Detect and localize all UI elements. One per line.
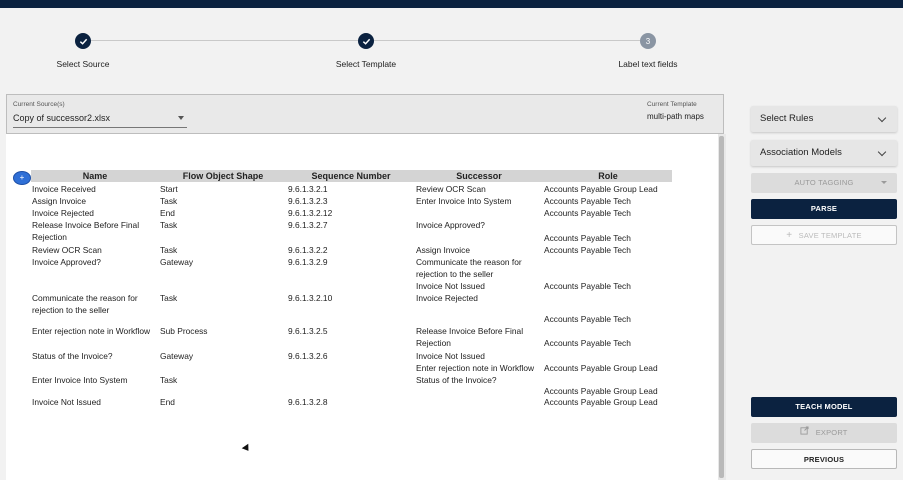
cell-shape: Task [160, 293, 178, 303]
cell-seq: 9.6.1.3.2.5 [288, 326, 328, 336]
step-2-label: Select Template [335, 59, 397, 69]
association-models-label: Association Models [760, 147, 842, 158]
cell-role: Accounts Payable Tech [544, 338, 631, 348]
cell-role: Accounts Payable Tech [544, 196, 631, 206]
source-select-value: Copy of successor2.xlsx [13, 113, 111, 123]
cell-role: Accounts Payable Group Lead [544, 184, 658, 194]
cell-shape: Gateway [160, 351, 194, 361]
cell-shape: End [160, 397, 175, 407]
cell-shape: Start [160, 184, 178, 194]
cell-name: Status of the Invoice? [32, 351, 113, 361]
cell-shape: End [160, 208, 175, 218]
column-header-role: Role [598, 171, 618, 181]
top-app-bar [0, 0, 903, 8]
source-select[interactable] [13, 111, 187, 128]
add-row-button[interactable] [13, 171, 31, 185]
cell-role: Accounts Payable Tech [544, 314, 631, 324]
plus-icon: + [786, 230, 793, 241]
cell-successor: Release Invoice Before Final Rejection [416, 326, 524, 349]
cell-successor: Status of the Invoice? [416, 375, 497, 385]
vertical-scrollbar[interactable] [718, 134, 726, 480]
cell-name: Invoice Rejected [32, 208, 94, 218]
step-connector-1 [91, 40, 358, 41]
chevron-down-icon [878, 148, 886, 156]
export-icon [800, 423, 809, 443]
parse-button[interactable] [751, 199, 897, 219]
cell-name: Invoice Not Issued [32, 397, 101, 407]
cell-name: Invoice Received [32, 184, 96, 194]
cell-successor: Assign Invoice [416, 245, 470, 255]
cell-role: Accounts Payable Tech [544, 208, 631, 218]
cell-name: Communicate the reason for rejection to the seller [32, 293, 138, 316]
cell-role: Accounts Payable Group Lead [544, 386, 658, 396]
cell-seq: 9.6.1.3.2.6 [288, 351, 328, 361]
cell-seq: 9.6.1.3.2.2 [288, 245, 328, 255]
table-header [31, 170, 672, 182]
current-source-caption: Current Source(s) [13, 101, 65, 108]
cell-role: Accounts Payable Tech [544, 245, 631, 255]
previous-button[interactable] [751, 449, 897, 469]
step-1-check-icon [75, 33, 91, 49]
auto-tagging-label: AUTO TAGGING [794, 178, 854, 187]
progress-stepper [0, 8, 903, 88]
teach-model-button[interactable] [751, 397, 897, 417]
cell-shape: Gateway [160, 257, 194, 267]
step-2-check-icon [358, 33, 374, 49]
cell-seq: 9.6.1.3.2.12 [288, 208, 333, 218]
cell-shape: Task [160, 245, 178, 255]
previous-label: PREVIOUS [803, 455, 845, 464]
cell-name: Release Invoice Before Final Rejection [32, 220, 140, 243]
step-3-label: Label text fields [618, 59, 678, 69]
cell-seq: 9.6.1.3.2.9 [288, 257, 328, 267]
cell-role: Accounts Payable Tech [544, 233, 631, 243]
cell-seq: 9.6.1.3.2.3 [288, 196, 328, 206]
auto-tagging-button[interactable] [751, 173, 897, 193]
step-3-number: 3 [640, 33, 656, 49]
cell-role: Accounts Payable Tech [544, 281, 631, 291]
dropdown-arrow-icon [178, 116, 184, 120]
cell-successor: Invoice Rejected [416, 293, 478, 303]
cell-role: Accounts Payable Group Lead [544, 363, 658, 373]
cell-seq: 9.6.1.3.2.10 [288, 293, 333, 303]
cell-successor: Invoice Approved? [416, 220, 485, 230]
source-bar [6, 94, 724, 134]
save-template-button[interactable] [751, 225, 897, 245]
save-template-label: SAVE TEMPLATE [798, 231, 862, 240]
teach-model-label: TEACH MODEL [795, 402, 853, 411]
cell-successor: Communicate the reason for rejection to the seller [416, 257, 522, 280]
cell-name: Invoice Approved? [32, 257, 101, 267]
cell-shape: Task [160, 196, 178, 206]
select-rules-label: Select Rules [760, 113, 814, 124]
cell-role: Accounts Payable Group Lead [544, 397, 658, 407]
scrollbar-thumb[interactable] [719, 136, 724, 478]
column-header-name: Name [82, 171, 108, 181]
cell-successor: Enter Invoice Into System [416, 196, 512, 206]
association-models-accordion[interactable] [751, 140, 897, 166]
parse-label: PARSE [810, 204, 838, 213]
cell-seq: 9.6.1.3.2.1 [288, 184, 328, 194]
cell-name: Enter Invoice Into System [32, 375, 128, 385]
step-connector-2 [374, 40, 640, 41]
cell-seq: 9.6.1.3.2.8 [288, 397, 328, 407]
cell-name: Assign Invoice [32, 196, 86, 206]
current-template-value: multi-path maps [647, 112, 704, 121]
column-header-flow-object-shape: Flow Object Shape [182, 171, 264, 181]
cell-name: Review OCR Scan [32, 245, 102, 255]
cell-successor: Enter rejection note in Workflow [416, 363, 535, 373]
step-1-label: Select Source [56, 59, 110, 69]
column-header-sequence-number: Sequence Number [311, 171, 391, 181]
export-button[interactable] [751, 423, 897, 443]
cell-successor: Review OCR Scan [416, 184, 486, 194]
cell-seq: 9.6.1.3.2.7 [288, 220, 328, 230]
cell-successor: Invoice Not Issued [416, 281, 485, 291]
export-label: EXPORT [815, 428, 848, 437]
column-header-successor: Successor [456, 171, 502, 181]
current-template-caption: Current Template [647, 101, 697, 108]
cell-shape: Sub Process [160, 326, 208, 336]
select-rules-accordion[interactable] [751, 106, 897, 132]
cell-shape: Task [160, 220, 178, 230]
chevron-down-icon [878, 114, 886, 122]
cell-name: Enter rejection note in Workflow [32, 326, 151, 336]
cell-shape: Task [160, 375, 178, 385]
plus-icon: + [19, 173, 25, 182]
caret-down-icon [881, 181, 887, 184]
cell-successor: Invoice Not Issued [416, 351, 485, 361]
